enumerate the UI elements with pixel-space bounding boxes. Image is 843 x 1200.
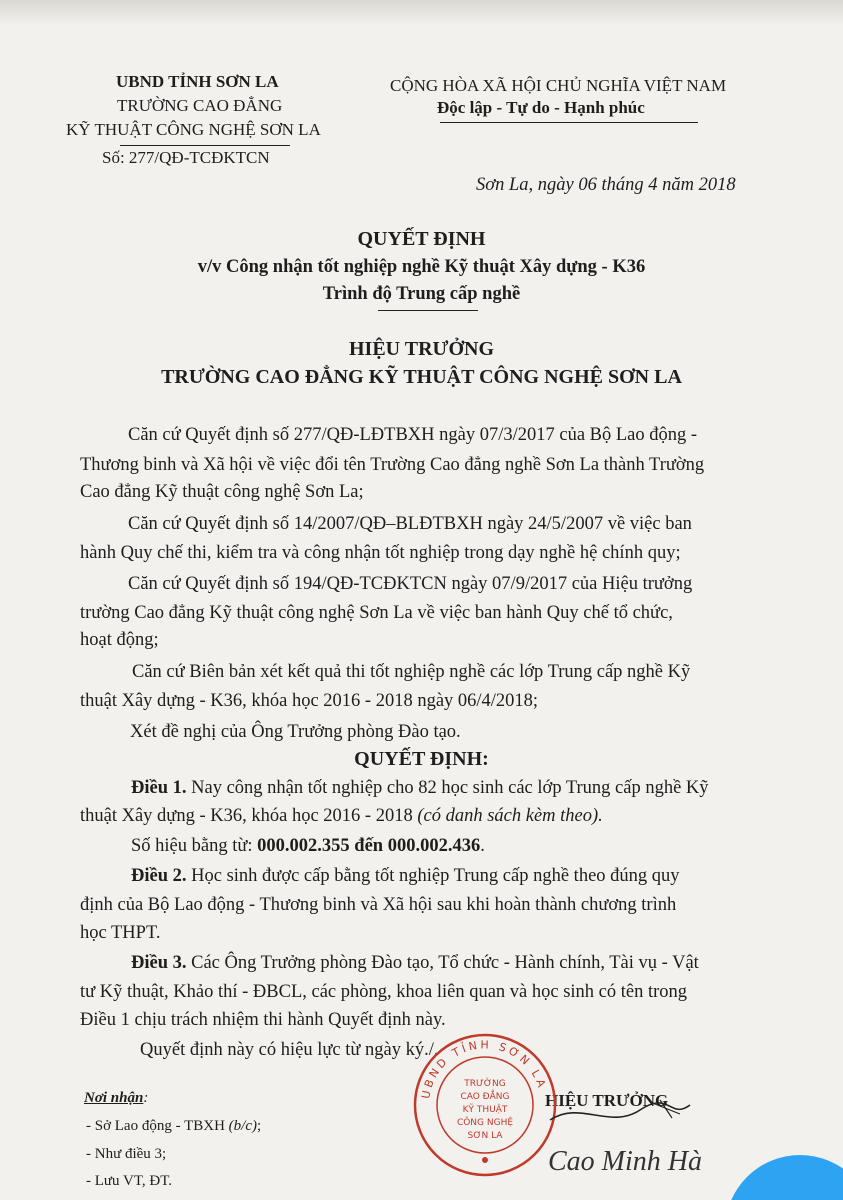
school-name-line2: KỸ THUẬT CÔNG NGHỆ SƠN LA (66, 120, 321, 139)
article1-attachment-note: (có danh sách kèm theo). (417, 806, 603, 826)
article1-text: thuật Xây dựng - K36, khóa học 2016 - 2018 (80, 806, 418, 826)
preamble-line: Căn cứ Quyết định số 14/2007/QĐ–BLĐTBXH ngày 24/5/2007 về việc ban (128, 514, 692, 534)
preamble-line: Thương binh và Xã hội về việc đổi tên Trường Cao đẳng nghề Sơn La thành Trường (80, 455, 705, 475)
stamp-text: SƠN LA (467, 1131, 503, 1141)
authority-school: TRƯỜNG CAO ĐẲNG KỸ THUẬT CÔNG NGHỆ SƠN LA (161, 366, 682, 388)
recipients-title (84, 1090, 148, 1107)
decision-subject-line1: v/v Công nhận tốt nghiệp nghề Kỹ thuật Xây dựng - K36 (197, 257, 646, 277)
document-number: Số: 277/QĐ-TCĐKTCN (102, 148, 270, 167)
agency-name: UBND TỈNH SƠN LA (116, 72, 279, 91)
authority-title: HIỆU TRƯỞNG (348, 338, 495, 360)
stamp-text: KỸ THUẬT (462, 1105, 508, 1115)
stamp-text: TRƯỜNG (464, 1079, 506, 1089)
preamble-line: Xét đề nghị của Ông Trưởng phòng Đào tạo. (130, 722, 461, 742)
signer-name: Cao Minh Hà (548, 1146, 702, 1177)
scan-top-band (0, 0, 843, 26)
signature-mark (530, 1090, 710, 1140)
signer-title: HIỆU TRƯỞNG (545, 1091, 669, 1110)
article3-line1 (131, 953, 699, 974)
article1-line2 (80, 806, 603, 827)
preamble-line: hành Quy chế thi, kiểm tra và công nhận tốt nghiệp trong dạy nghề hệ chính quy; (80, 543, 681, 563)
cert-from: 000.002.355 (257, 836, 350, 856)
article1-label: Điều 1. (131, 778, 187, 798)
school-name-line1: TRƯỜNG CAO ĐẲNG (117, 96, 283, 115)
stamp-star (482, 1157, 488, 1163)
article3-line3: Điều 1 chịu trách nhiệm thi hành Quyết định này. (80, 1010, 446, 1030)
article3-text: Các Ông Trưởng phòng Đào tạo, Tổ chức - Hành chính, Tài vụ - Vật (186, 953, 699, 973)
preamble-line: trường Cao đẳng Kỹ thuật công nghệ Sơn La về việc ban hành Quy chế tổ chức, (80, 603, 673, 623)
preamble-line: thuật Xây dựng - K36, khóa học 2016 - 2018 ngày 06/4/2018; (80, 691, 539, 711)
decision-subject-line2: Trình độ Trung cấp nghề (322, 284, 521, 304)
decision-heading: QUYẾT ĐỊNH: (354, 748, 489, 770)
date-line: Sơn La, ngày 06 tháng 4 năm 2018 (476, 175, 736, 195)
preamble-line: Cao đẳng Kỹ thuật công nghệ Sơn La; (80, 482, 364, 502)
article1-line1 (131, 778, 709, 799)
article2-label: Điều 2. (131, 866, 187, 886)
cert-mid: đến (349, 836, 388, 856)
cert-end: . (480, 836, 485, 856)
recipient-end: ; (256, 1118, 262, 1134)
effective-clause: Quyết định này có hiệu lực từ ngày ký./. (140, 1040, 439, 1060)
article2-line2: định của Bộ Lao động - Thương binh và Xã hội sau khi hoàn thành chương trình (80, 895, 677, 915)
article3-label: Điều 3. (131, 953, 187, 973)
article2-line1 (131, 866, 680, 887)
cert-prefix: Số hiệu bằng từ: (131, 836, 258, 856)
certificate-range (131, 836, 485, 857)
recipient-item: - Lưu VT, ĐT. (86, 1173, 173, 1189)
recipient-name: - Sở Lao động - TBXH (86, 1118, 229, 1134)
corner-decoration (680, 1140, 843, 1200)
header-right-rule (440, 122, 698, 123)
corner-blue-disc (725, 1155, 843, 1200)
preamble-line: Căn cứ Biên bản xét kết quả thi tốt nghiệp nghề các lớp Trung cấp nghề Kỹ (132, 662, 691, 682)
article2-line3: học THPT. (80, 923, 161, 943)
article1-text: Nay công nhận tốt nghiệp cho 82 học sinh các lớp Trung cấp nghề Kỹ (186, 778, 709, 798)
recipients-colon: : (143, 1090, 149, 1106)
cert-to: 000.002.436 (387, 836, 481, 856)
recipient-item (86, 1118, 261, 1135)
stamp-text: CÔNG NGHỆ (456, 1118, 514, 1128)
national-motto: Độc lập - Tự do - Hạnh phúc (437, 98, 645, 117)
stamp-text: CAO ĐẲNG (460, 1092, 510, 1102)
recipient-item: - Như điều 3; (86, 1146, 167, 1162)
decision-title: QUYẾT ĐỊNH (357, 228, 486, 250)
header-left-rule (120, 145, 290, 146)
article2-text: Học sinh được cấp bằng tốt nghiệp Trung cấp nghề theo đúng quy (186, 866, 680, 886)
title-rule (378, 310, 478, 311)
preamble-line: hoạt động; (80, 630, 159, 650)
preamble-line: Căn cứ Quyết định số 277/QĐ-LĐTBXH ngày 07/3/2017 của Bộ Lao động - (128, 425, 698, 445)
preamble-line: Căn cứ Quyết định số 194/QĐ-TCĐKTCN ngày 07/9/2017 của Hiệu trưởng (128, 574, 693, 594)
recipients-label: Nơi nhận (84, 1090, 144, 1106)
article3-line2: tư Kỹ thuật, Khảo thí - ĐBCL, các phòng, khoa liên quan và học sinh có tên trong (80, 982, 688, 1002)
country-name: CỘNG HÒA XÃ HỘI CHỦ NGHĨA VIỆT NAM (390, 76, 727, 95)
stamp-ring-text: UBND TỈNH SƠN LA (419, 1038, 549, 1100)
recipient-note: (b/c) (228, 1118, 257, 1134)
signature-stroke (550, 1103, 690, 1120)
